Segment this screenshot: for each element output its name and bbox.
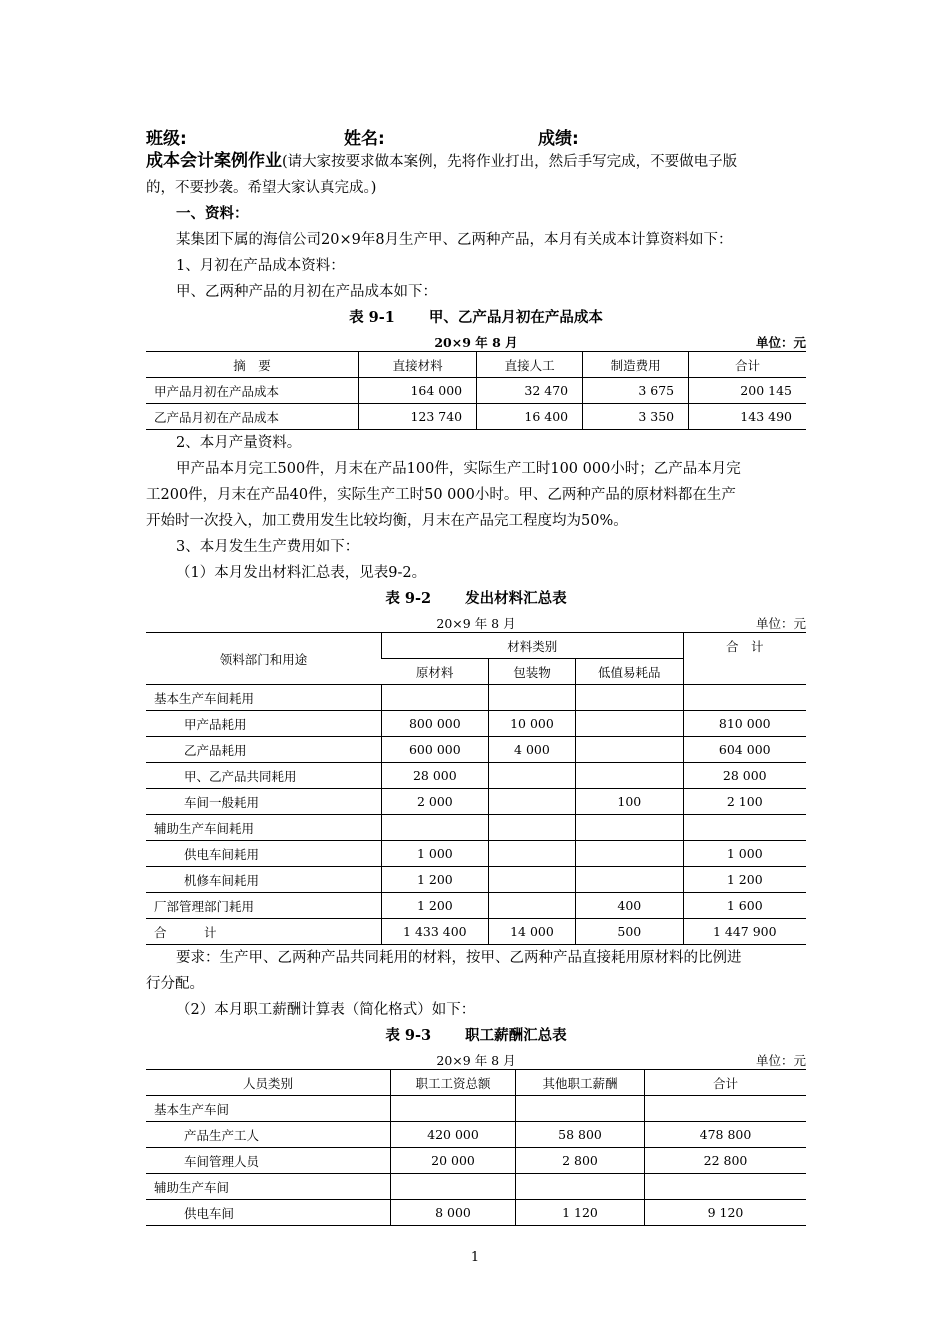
paragraph: 甲、乙两种产品的月初在产品成本如下： [176,284,437,300]
table-row: 乙产品耗用 600 000 4 000 604 000 [146,737,806,763]
document-page [146,124,806,1226]
paragraph: 开始时一次投入，加工费用发生比较均衡，月末在产品完工程度均为50%。 [146,513,628,529]
table-row: 甲产品月初在产品成本 164 000 32 470 3 675 200 145 [146,378,806,404]
table-row: 基本生产车间 [146,1096,806,1122]
paragraph: （2）本月职工薪酬计算表（简化格式）如下： [176,1002,476,1018]
table-row: 厂部管理部门耗用 1 200 400 1 600 [146,893,806,919]
score-label: 成绩: [538,129,579,149]
table-row: 产品生产工人 420 000 58 800 478 800 [146,1122,806,1148]
column-header: 材料类别 [381,633,683,659]
table-caption: 表 9-3 职工薪酬汇总表 [385,1027,567,1044]
column-header: 原材料 [381,659,488,685]
table-caption: 表 9-2 发出材料汇总表 [385,590,567,607]
page-number: 1 [470,1250,480,1265]
column-header: 制造费用 [583,352,689,378]
table-row: 乙产品月初在产品成本 123 740 16 400 3 350 143 490 [146,404,806,430]
column-header: 职工工资总额 [391,1070,516,1096]
section-heading: 一、资料： [176,205,249,222]
table-date: 20×9 年 8 月 [436,616,516,631]
column-header: 合计 [645,1070,807,1096]
class-label: 班级: [146,129,187,149]
column-header: 其他职工薪酬 [516,1070,645,1096]
table-date: 20×9 年 8 月 [434,335,518,350]
table-row: 基本生产车间耗用 [146,685,806,711]
table-unit: 单位：元 [755,616,806,631]
name-label: 姓名: [344,129,385,149]
table-row: 辅助生产车间耗用 [146,815,806,841]
table-row: 车间一般耗用 2 000 100 2 100 [146,789,806,815]
table-unit: 单位：元 [755,335,806,350]
paragraph: 3、本月发生生产费用如下： [176,539,360,555]
intro-note-1: (请大家按要求做本案例，先将作业打出，然后手写完成，不要做电子版 [282,154,738,170]
intro [146,148,806,201]
table-row: 辅助生产车间 [146,1174,806,1200]
column-header: 合 计 [683,633,806,685]
paragraph: （1）本月发出材料汇总表，见表9-2。 [176,565,427,581]
paragraph: 1、月初在产品成本资料： [176,258,345,274]
table-row: 供电车间耗用 1 000 1 000 [146,841,806,867]
column-header: 合计 [689,352,806,378]
table-meta [146,1049,806,1069]
table-row: 机修车间耗用 1 200 1 200 [146,867,806,893]
table-row: 车间管理人员 20 000 2 800 22 800 [146,1148,806,1174]
column-header: 直接材料 [359,352,477,378]
column-header: 包装物 [488,659,575,685]
column-header: 人员类别 [146,1070,391,1096]
table-meta [146,331,806,351]
form-header [146,124,806,148]
table-unit: 单位：元 [755,1053,806,1068]
column-header: 领料部门和用途 [146,633,381,685]
table-meta [146,612,806,632]
paragraph: 要求：生产甲、乙两种产品共同耗用的材料，按甲、乙两种产品直接耗用原材料的比例进 [176,950,742,966]
paragraph: 甲产品本月完工500件，月末在产品100件，实际生产工时100 000小时；乙产品本月完 [176,461,741,477]
column-header: 摘 要 [146,352,359,378]
assignment-title: 成本会计案例作业 [146,151,282,171]
table-caption: 表 9-1 甲、乙产品月初在产品成本 [349,309,603,326]
table-date: 20×9 年 8 月 [436,1053,516,1068]
paragraph: 行分配。 [146,976,204,992]
table-row: 甲产品耗用 800 000 10 000 810 000 [146,711,806,737]
table-9-2 [146,632,806,945]
column-header: 低值易耗品 [576,659,683,685]
paragraph: 2、本月产量资料。 [176,435,302,451]
intro-note-2: 的，不要抄袭。希望大家认真完成。) [146,180,377,196]
table-row: 供电车间 8 000 1 120 9 120 [146,1200,806,1226]
table-9-1 [146,351,806,430]
table-row: 合 计 1 433 400 14 000 500 1 447 900 [146,919,806,945]
table-9-3 [146,1069,806,1226]
paragraph: 工200件，月末在产品40件，实际生产工时50 000小时。甲、乙两种产品的原材料都在生产 [146,487,736,503]
table-row: 甲、乙产品共同耗用 28 000 28 000 [146,763,806,789]
paragraph: 某集团下属的海信公司20×9年8月生产甲、乙两种产品，本月有关成本计算资料如下： [176,232,733,248]
column-header: 直接人工 [477,352,583,378]
